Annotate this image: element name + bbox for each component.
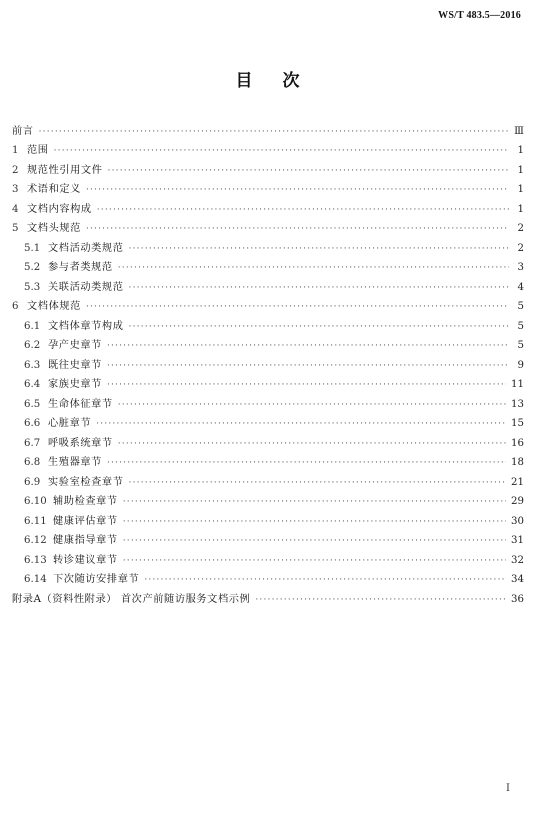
toc-entry[interactable] xyxy=(12,490,524,510)
toc-entry-number: 6.6 xyxy=(24,418,41,429)
toc-entry[interactable] xyxy=(12,256,524,276)
toc-entry-number: 6.13 xyxy=(24,554,47,566)
dot-leader xyxy=(123,534,506,548)
toc-entry[interactable] xyxy=(12,217,524,237)
toc-entry-page: 29 xyxy=(511,496,524,507)
toc-entry[interactable] xyxy=(12,568,524,588)
toc-entry[interactable] xyxy=(12,509,524,529)
toc-entry-number: 6.14 xyxy=(24,574,47,585)
toc-entry-number: 6.9 xyxy=(24,476,41,488)
toc-entry-label: 生命体征章节 xyxy=(48,398,113,410)
dot-leader xyxy=(39,125,509,139)
toc-entry-page: 16 xyxy=(511,437,524,449)
toc-entry-label: 规范性引用文件 xyxy=(27,164,103,176)
toc-entry-number: 4 xyxy=(12,203,19,215)
toc-entry-label: 参与者类规范 xyxy=(48,262,113,273)
toc-entry-label: 范围 xyxy=(27,145,49,156)
toc-entry[interactable] xyxy=(12,548,524,568)
toc-entry-label: 既往史章节 xyxy=(48,359,102,371)
toc-entry[interactable] xyxy=(12,236,524,256)
toc-entry-page: 2 xyxy=(517,242,524,254)
toc-entry[interactable] xyxy=(12,451,524,471)
toc-entry-label: 转诊建议章节 xyxy=(53,554,118,566)
dot-leader xyxy=(107,456,506,470)
dot-leader xyxy=(108,164,509,178)
toc-entry-page: 9 xyxy=(517,359,524,371)
toc-entry[interactable] xyxy=(12,431,524,451)
dot-leader xyxy=(107,359,509,373)
toc-entry[interactable] xyxy=(12,197,524,217)
toc-entry-page: 34 xyxy=(511,574,524,585)
dot-leader xyxy=(118,437,506,451)
toc-entry-label: 文档体规范 xyxy=(27,301,81,312)
toc-entry-label: 前言 xyxy=(12,125,34,137)
dot-leader xyxy=(86,222,509,236)
toc-entry[interactable] xyxy=(12,529,524,549)
toc-entry-number: 5 xyxy=(12,223,19,234)
toc-entry-number: 5.1 xyxy=(24,242,41,254)
toc-entry[interactable] xyxy=(12,158,524,178)
toc-entry-label: 健康评估章节 xyxy=(53,515,118,527)
dot-leader xyxy=(144,573,506,587)
toc-entry-label: 文档头规范 xyxy=(27,223,81,234)
toc-entry-page: 32 xyxy=(511,554,524,566)
dot-leader xyxy=(86,300,509,314)
toc-entry[interactable] xyxy=(12,353,524,373)
dot-leader xyxy=(255,593,506,607)
toc-entry-label: 生殖器章节 xyxy=(48,457,102,468)
toc-entry-page: 1 xyxy=(517,145,524,156)
toc-entry[interactable] xyxy=(12,275,524,295)
toc-entry-label: 关联活动类规范 xyxy=(48,281,124,293)
dot-leader xyxy=(97,203,509,217)
toc-entry[interactable] xyxy=(12,373,524,393)
toc-entry-label: 辅助检查章节 xyxy=(53,496,118,507)
toc-entry[interactable] xyxy=(12,470,524,490)
toc-entry-page: 11 xyxy=(511,379,524,390)
toc-entry-page: 3 xyxy=(517,262,524,273)
toc-entry-label: 文档体章节构成 xyxy=(48,320,124,332)
toc-entry-number: 6.11 xyxy=(24,515,47,527)
toc-entry-number: 3 xyxy=(12,184,19,195)
dot-leader xyxy=(107,339,509,353)
toc-entry-label: 实验室检查章节 xyxy=(48,476,124,488)
toc-entry-page: 13 xyxy=(511,398,524,410)
dot-leader xyxy=(123,495,506,509)
toc-entry-page: 5 xyxy=(517,301,524,312)
toc-entry-label: 下次随访安排章节 xyxy=(53,574,140,585)
dot-leader xyxy=(129,242,509,256)
dot-leader xyxy=(107,378,506,392)
toc-entry[interactable] xyxy=(12,587,524,607)
toc-entry-number: 6.10 xyxy=(24,496,47,507)
dot-leader xyxy=(96,417,506,431)
toc-entry-page: 1 xyxy=(517,164,524,176)
table-of-contents xyxy=(12,119,524,607)
toc-entry-label: 文档内容构成 xyxy=(27,203,92,215)
toc-entry-label: 健康指导章节 xyxy=(53,535,118,546)
standard-code: WS/T 483.5—2016 xyxy=(438,10,521,21)
toc-entry[interactable] xyxy=(12,295,524,315)
toc-entry[interactable] xyxy=(12,392,524,412)
toc-entry[interactable] xyxy=(12,334,524,354)
toc-entry-page: 36 xyxy=(511,593,524,605)
page-number: I xyxy=(506,783,510,794)
toc-entry-page: 31 xyxy=(511,535,524,546)
toc-entry-page: Ⅲ xyxy=(514,125,524,137)
dot-leader xyxy=(123,515,506,529)
toc-entry[interactable] xyxy=(12,412,524,432)
toc-entry-number: 5.2 xyxy=(24,262,41,273)
toc-entry-label: 术语和定义 xyxy=(27,184,81,195)
toc-entry[interactable] xyxy=(12,178,524,198)
toc-entry-page: 1 xyxy=(517,184,524,195)
toc-entry-number: 6.7 xyxy=(24,437,41,449)
toc-entry-number: 6.3 xyxy=(24,359,41,371)
toc-entry-label: 文档活动类规范 xyxy=(48,242,124,254)
toc-entry[interactable] xyxy=(12,314,524,334)
toc-entry-label: 家族史章节 xyxy=(48,379,102,390)
toc-entry-number: 5.3 xyxy=(24,281,41,293)
toc-entry-label: 孕产史章节 xyxy=(48,340,102,351)
toc-entry-number: 1 xyxy=(12,145,19,156)
dot-leader xyxy=(118,261,509,275)
toc-entry-page: 30 xyxy=(511,515,524,527)
toc-entry-number: 2 xyxy=(12,164,19,176)
toc-entry-page: 5 xyxy=(517,320,524,332)
toc-entry-number: 6.5 xyxy=(24,398,41,410)
toc-entry-page: 15 xyxy=(511,418,524,429)
dot-leader xyxy=(86,183,509,197)
dot-leader xyxy=(123,554,506,568)
toc-entry-page: 1 xyxy=(517,203,524,215)
toc-entry-number: 6.8 xyxy=(24,457,41,468)
toc-entry-page: 18 xyxy=(511,457,524,468)
toc-entry-number: 6 xyxy=(12,301,19,312)
dot-leader xyxy=(54,144,509,158)
toc-entry-page: 21 xyxy=(511,476,524,488)
page-title: 目次 xyxy=(235,71,330,91)
toc-entry-label: 呼吸系统章节 xyxy=(48,437,113,449)
dot-leader xyxy=(129,281,509,295)
toc-entry-page: 4 xyxy=(517,281,524,293)
toc-entry-label: 附录A（资料性附录） 首次产前随访服务文档示例 xyxy=(12,593,251,605)
toc-entry[interactable] xyxy=(12,139,524,159)
toc-entry-number: 6.4 xyxy=(24,379,41,390)
dot-leader xyxy=(129,476,507,490)
toc-entry[interactable] xyxy=(12,119,524,139)
dot-leader xyxy=(129,320,509,334)
toc-entry-number: 6.1 xyxy=(24,320,41,332)
toc-entry-page: 5 xyxy=(517,340,524,351)
toc-entry-label: 心脏章节 xyxy=(48,418,92,429)
toc-entry-page: 2 xyxy=(517,223,524,234)
dot-leader xyxy=(118,398,506,412)
toc-entry-number: 6.2 xyxy=(24,340,41,351)
toc-entry-number: 6.12 xyxy=(24,535,47,546)
